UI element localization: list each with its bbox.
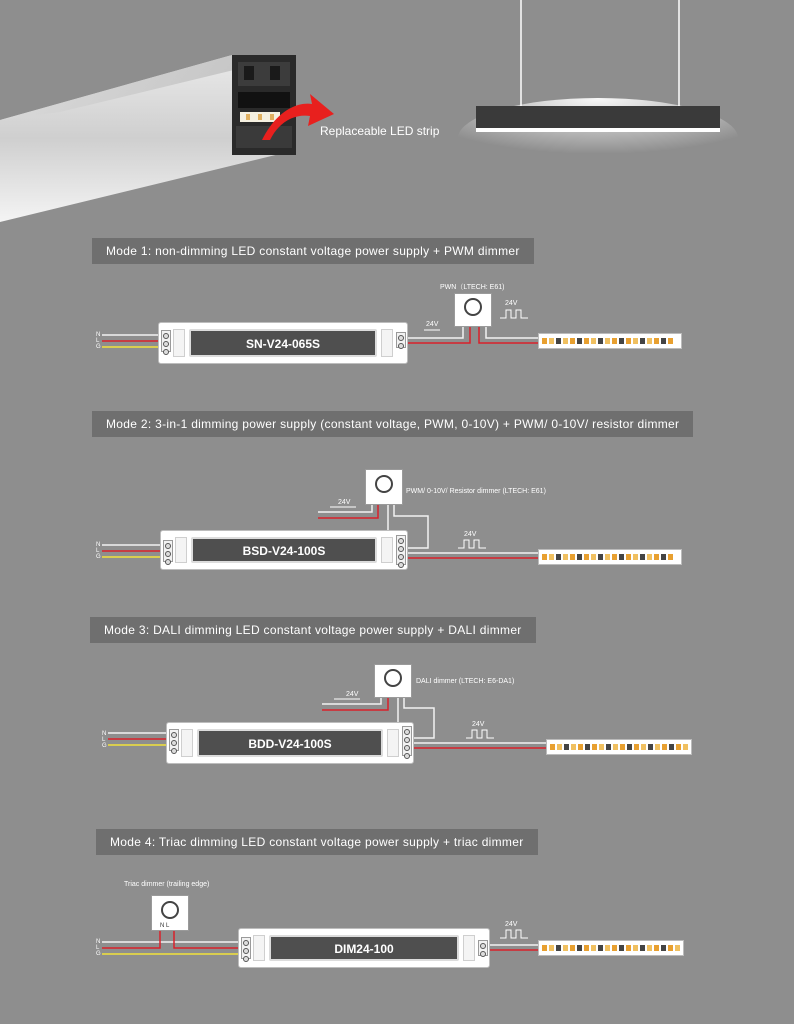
led-chip-icon	[626, 945, 631, 951]
led-chip-icon	[598, 945, 603, 951]
led-chip-icon	[563, 945, 568, 951]
led-chip-icon	[564, 744, 569, 750]
led-chip-icon	[626, 338, 631, 344]
led-chip-icon	[570, 945, 575, 951]
led-chip-icon	[584, 945, 589, 951]
led-chip-icon	[647, 945, 652, 951]
mode-3-input-terminal	[169, 729, 179, 751]
led-chip-icon	[592, 744, 597, 750]
led-chip-icon	[647, 338, 652, 344]
led-chip-icon	[612, 945, 617, 951]
mode-4-input-terminal	[241, 937, 251, 959]
mode-2-voltage-in: 24V	[338, 499, 351, 506]
led-chip-icon	[577, 945, 582, 951]
led-chip-icon	[577, 338, 582, 344]
led-chip-icon	[556, 945, 561, 951]
led-chip-icon	[612, 338, 617, 344]
mode-4-dimmer-label: Triac dimmer (trailing edge)	[124, 881, 210, 888]
led-chip-icon	[598, 338, 603, 344]
led-chip-icon	[683, 744, 688, 750]
led-chip-icon	[647, 554, 652, 560]
led-chip-icon	[619, 338, 624, 344]
led-chip-icon	[605, 945, 610, 951]
led-chip-icon	[598, 554, 603, 560]
led-chip-icon	[599, 744, 604, 750]
led-chip-icon	[584, 338, 589, 344]
mode-3-voltage-out: 24V	[472, 721, 485, 728]
mode-4-triac-dimmer	[151, 895, 189, 931]
led-chip-icon	[556, 554, 561, 560]
dimmer-knob-icon	[161, 901, 179, 919]
mode-1-input-terminal	[161, 330, 171, 352]
led-chip-icon	[606, 744, 611, 750]
led-chip-icon	[605, 554, 610, 560]
led-chip-icon	[661, 338, 666, 344]
mode-3-power-supply	[166, 722, 414, 764]
mode-1-voltage-out: 24V	[505, 300, 518, 307]
mode-1-wire-labels: N L G	[96, 332, 101, 350]
led-chip-icon	[668, 945, 673, 951]
mode-3-output-terminal	[402, 726, 412, 756]
led-chip-icon	[655, 744, 660, 750]
led-chip-icon	[627, 744, 632, 750]
mode-1-psu-label: SN-V24-065S	[189, 329, 377, 357]
led-chip-icon	[556, 338, 561, 344]
led-chip-icon	[570, 554, 575, 560]
led-chip-icon	[613, 744, 618, 750]
mode-2-pwm-dimmer	[365, 469, 403, 505]
led-chip-icon	[570, 338, 575, 344]
led-chip-icon	[648, 744, 653, 750]
mode-1-output-terminal	[396, 332, 406, 348]
mode-3-voltage-in: 24V	[346, 691, 359, 698]
led-chip-icon	[585, 744, 590, 750]
led-chip-icon	[549, 554, 554, 560]
mode-4-psu-label: DIM24-100	[269, 935, 459, 961]
mode-4-power-supply	[238, 928, 490, 968]
mode-1-voltage-in: 24V	[426, 321, 439, 328]
mode-2-voltage-out: 24V	[464, 531, 477, 538]
led-chip-icon	[571, 744, 576, 750]
mode-3-psu-label: BDD-V24-100S	[197, 729, 383, 757]
led-chip-icon	[578, 744, 583, 750]
led-chip-icon	[633, 338, 638, 344]
mode-1-led-strip	[538, 333, 682, 349]
dimmer-knob-icon	[384, 669, 402, 687]
mode-2-title: Mode 2: 3-in-1 dimming power supply (constant voltage, PWM, 0-10V) + PWM/ 0-10V/ resistor dimmer	[92, 411, 693, 437]
led-chip-icon	[675, 945, 680, 951]
led-chip-icon	[550, 744, 555, 750]
mode-3-led-strip	[546, 739, 692, 755]
led-chip-icon	[634, 744, 639, 750]
led-chip-icon	[654, 554, 659, 560]
mode-3-title: Mode 3: DALI dimming LED constant voltage power supply + DALI dimmer	[90, 617, 536, 643]
led-chip-icon	[640, 554, 645, 560]
led-chip-icon	[668, 554, 673, 560]
led-chip-icon	[542, 554, 547, 560]
led-chip-icon	[620, 744, 625, 750]
led-chip-icon	[605, 338, 610, 344]
led-chip-icon	[654, 338, 659, 344]
led-chip-icon	[591, 945, 596, 951]
mode-2-wire-labels: N L G	[96, 542, 101, 560]
led-chip-icon	[549, 945, 554, 951]
led-chip-icon	[661, 945, 666, 951]
led-chip-icon	[619, 554, 624, 560]
mode-2-psu-label: BSD-V24-100S	[191, 537, 377, 563]
led-chip-icon	[577, 554, 582, 560]
mode-3-dali-dimmer	[374, 664, 412, 698]
led-chip-icon	[591, 338, 596, 344]
mode-1-dimmer-label: PWN（LTECH: E61)	[440, 284, 505, 291]
led-chip-icon	[654, 945, 659, 951]
led-chip-icon	[633, 945, 638, 951]
hero-caption: Replaceable LED strip	[320, 124, 440, 138]
mode-4-led-strip	[538, 940, 684, 956]
mode-2-led-strip	[538, 549, 682, 565]
led-chip-icon	[641, 744, 646, 750]
led-chip-icon	[563, 554, 568, 560]
led-chip-icon	[591, 554, 596, 560]
mode-3-wire-labels: N L G	[102, 731, 107, 749]
mode-4-dimmer-terminals: N L	[160, 923, 170, 929]
mode-3-dimmer-label: DALI dimmer (LTECH: E6-DA1)	[416, 678, 515, 685]
mode-4-voltage-out: 24V	[505, 921, 518, 928]
led-chip-icon	[563, 338, 568, 344]
led-chip-icon	[619, 945, 624, 951]
dimmer-knob-icon	[375, 475, 393, 493]
led-chip-icon	[612, 554, 617, 560]
mode-1-pwm-dimmer	[454, 293, 492, 327]
mode-4-title: Mode 4: Triac dimming LED constant voltage power supply + triac dimmer	[96, 829, 538, 855]
mode-2-output-terminal	[396, 535, 406, 565]
led-chip-icon	[669, 744, 674, 750]
mode-1-power-supply	[158, 322, 408, 364]
led-chip-icon	[662, 744, 667, 750]
led-chip-icon	[633, 554, 638, 560]
led-chip-icon	[542, 945, 547, 951]
led-chip-icon	[549, 338, 554, 344]
led-chip-icon	[668, 338, 673, 344]
led-chip-icon	[640, 338, 645, 344]
led-chip-icon	[640, 945, 645, 951]
mode-2-dimmer-label: PWM/ 0-10V/ Resistor dimmer (LTECH: E61)	[406, 488, 546, 495]
led-chip-icon	[661, 554, 666, 560]
led-chip-icon	[626, 554, 631, 560]
led-chip-icon	[676, 744, 681, 750]
mode-2-input-terminal	[163, 540, 173, 562]
mode-4-wire-labels: N L G	[96, 939, 101, 957]
led-chip-icon	[557, 744, 562, 750]
led-chip-icon	[584, 554, 589, 560]
dimmer-knob-icon	[464, 298, 482, 316]
mode-4-output-terminal	[478, 940, 488, 956]
mode-2-power-supply	[160, 530, 408, 570]
led-chip-icon	[542, 338, 547, 344]
mode-1-title: Mode 1: non-dimming LED constant voltage power supply + PWM dimmer	[92, 238, 534, 264]
